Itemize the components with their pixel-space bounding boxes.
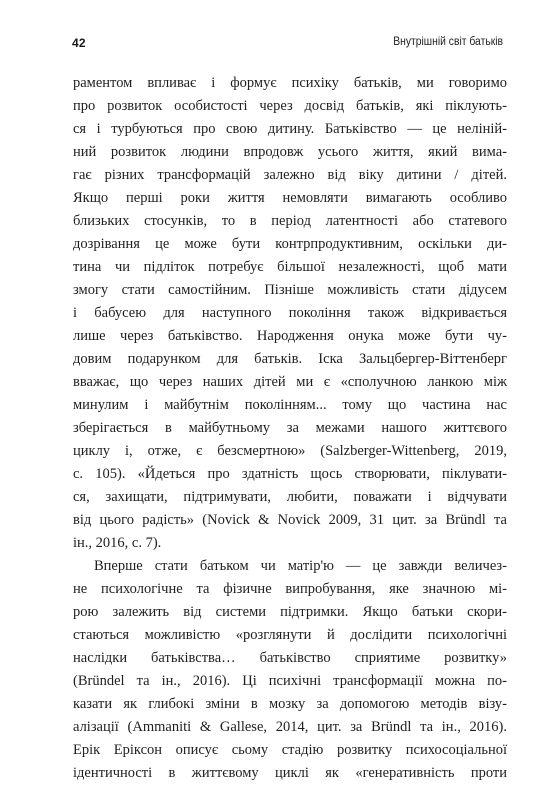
text-line: ся, захищати, підтримувати, любити, поважати і відчувати [73,489,507,505]
text-line: про розвиток особистості через досвід батьків, які піклують- [73,98,507,114]
text-line: і бабусею для наступного покоління також відкривається [73,305,507,321]
text-line: Якщо перші роки життя немовляти вимагають особливо [73,190,507,206]
text-line: дозрівання це може бути контрпродуктивним, оскільки ди- [73,236,507,252]
text-line: ся і турбуються про свою дитину. Батьківство — це неліній- [73,121,507,137]
page-header [72,36,503,56]
text-line: раментом впливає і формує психіку батьків, ми говоримо [73,75,507,91]
text-line: наслідки батьківства… батьківство сприятиме розвитку» [73,650,507,666]
text-line: гає різних трансформацій залежно від віку дитини / дітей. [73,167,507,183]
text-line: Ерік Еріксон описує сьому стадію розвитку психосоціальної [73,742,507,758]
body-text [73,72,507,785]
text-line: змогу стати самостійним. Пізніше можливість стати дідусем [73,282,507,298]
text-line: зберігається в майбутньому за межами нашого життєвого [73,420,507,436]
text-line: казати як глибокі зміни в мозку за допомогою методів візу- [73,696,507,712]
text-line: тина чи підліток потребує більшої незалежності, щоб мати [73,259,507,275]
text-line: вважає, що через наших дітей ми є «сполучною ланкою між [73,374,507,390]
text-line: ний розвиток людини впродовж усього життя, який вима- [73,144,507,160]
page-number: 42 [72,36,86,50]
text-line: від цього радість» (Novick & Novick 2009, 31 цит. за Bründl та [73,512,507,528]
text-line: стаються можливістю «розглянути й дослідити психологічні [73,627,507,643]
text-line: близьких стосунків, то в період латентності або статевого [73,213,507,229]
text-line: довим подарунком для батьків. Іска Зальцбергер-Віттенберг [73,351,507,367]
text-line: алізації (Ammaniti & Gallese, 2014, цит. за Bründl та ін., 2016). [73,719,507,735]
paragraph [73,555,507,785]
text-line: (Bründel та ін., 2016). Ці психічні трансформації можна по- [73,673,507,689]
text-line: не психологічне та фізичне випробування, яке значною мі- [73,581,507,597]
text-line: минулим і майбутнім поколінням... тому що частина нас [73,397,507,413]
text-line: ін., 2016, с. 7). [73,535,162,551]
text-line: рою залежить від системи підтримки. Якщо батьки скори- [73,604,507,620]
text-line: Вперше стати батьком чи матір'ю — це завжди величез- [94,558,507,574]
text-line: циклу і, отже, є безсмертною» (Salzberger-Wittenberg, 2019, [73,443,507,459]
running-head: Внутрішній світ батьків [393,36,503,48]
paragraph [73,72,507,555]
text-line: с. 105). «Йдеться про здатність щось створювати, піклувати- [73,466,507,482]
text-line: ідентичності в життєвому циклі як «генеративність проти [73,765,507,781]
text-line: лише через батьківство. Народження онука може бути чу- [73,328,507,344]
